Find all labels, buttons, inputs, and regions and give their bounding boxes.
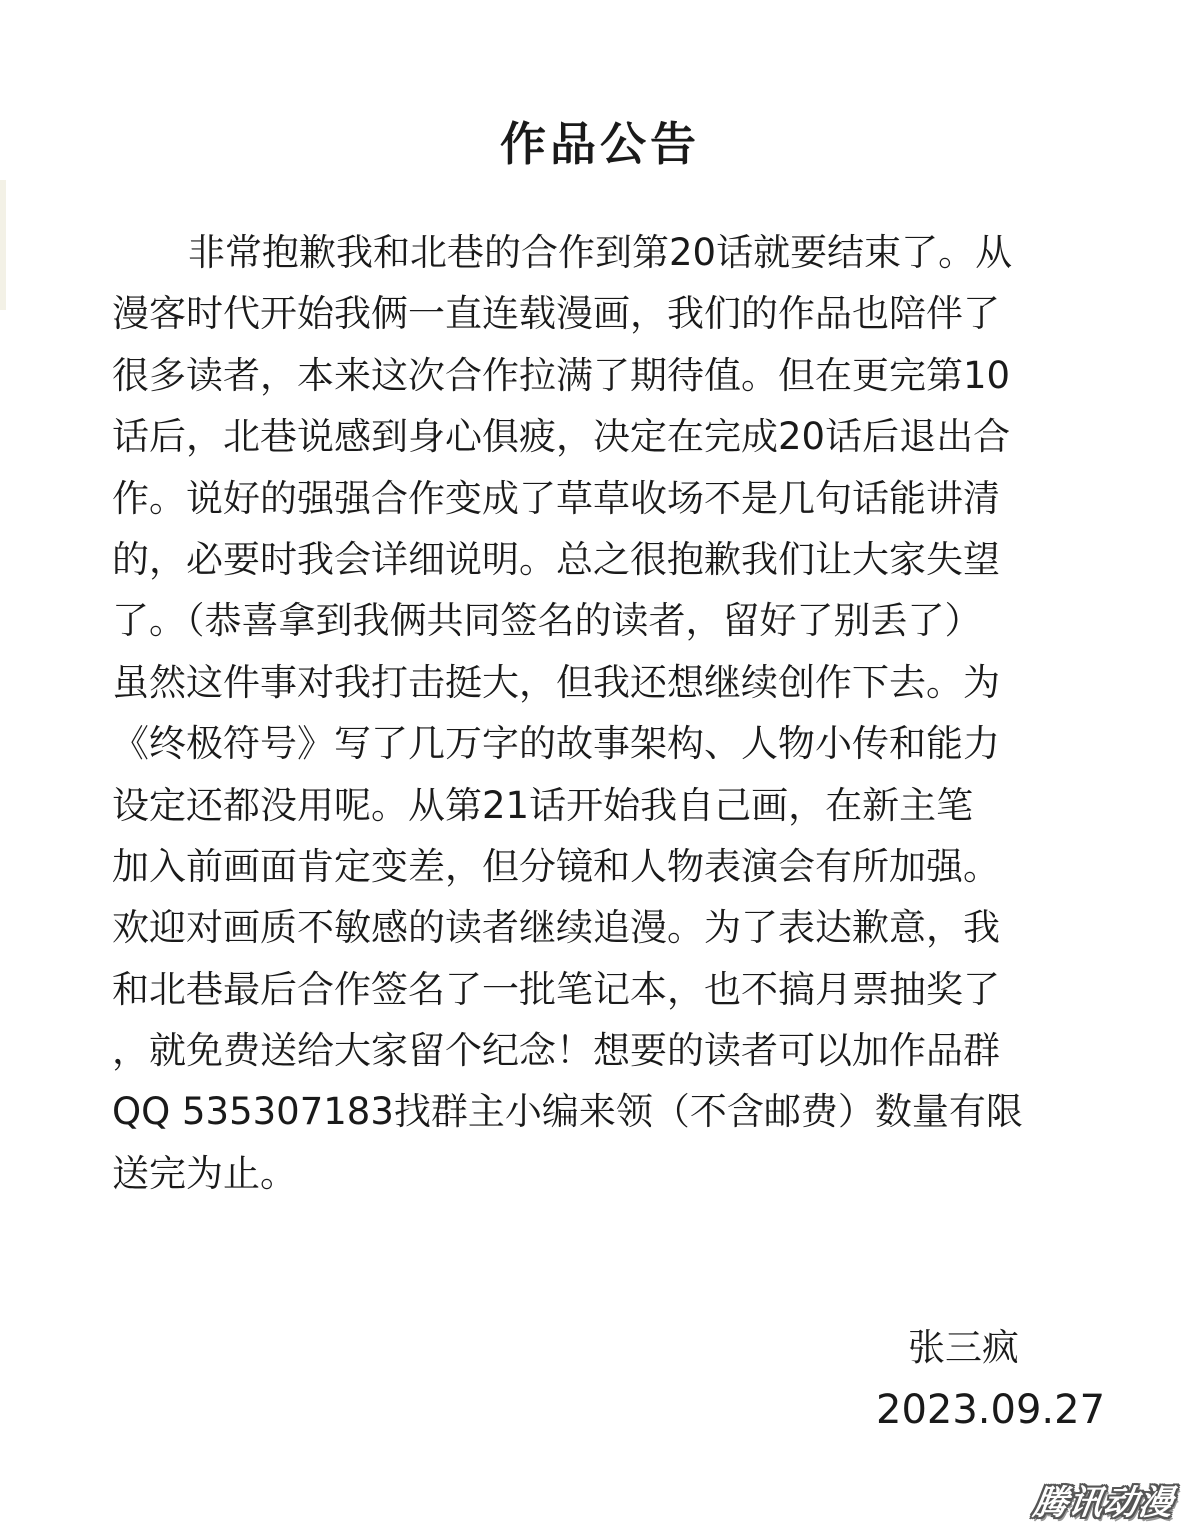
body-line: 《终极符号》写了几万字的故事架构、人物小传和能力 [112, 722, 1000, 766]
body-line: 设定还都没用呢。从第21话开始我自己画，在新主笔 [112, 783, 974, 827]
body-line: 了。（恭喜拿到我俩共同签名的读者，留好了别丢了） [112, 599, 982, 643]
body-line: 虽然这件事对我打击挺大，但我还想继续创作下去。为 [112, 660, 1000, 704]
left-edge-tint [0, 180, 6, 310]
body-line: 欢迎对画质不敏感的读者继续追漫。为了表达歉意，我 [112, 906, 1000, 950]
body-line: 非常抱歉我和北巷的合作到第20话就要结束了。从 [188, 231, 1013, 274]
body-line: 送完为止。 [112, 1151, 297, 1195]
tencent-comic-watermark-logo: 腾讯动漫 [1030, 1483, 1177, 1523]
body-line: 漫客时代开始我俩一直连载漫画，我们的作品也陪伴了 [112, 292, 1000, 336]
announcement-date: 2023.09.27 [876, 1387, 1106, 1433]
body-line: 很多读者，本来这次合作拉满了期待值。但在更完第10 [112, 353, 1011, 397]
announcement-title: 作品公告 [500, 117, 700, 171]
body-line: 的，必要时我会详细说明。总之很抱歉我们让大家失望 [112, 537, 1000, 581]
body-line: 加入前画面肯定变差，但分镜和人物表演会有所加强。 [112, 844, 1000, 888]
body-line: 作。说好的强强合作变成了草草收场不是几句话能讲清 [112, 476, 1000, 520]
body-line: ，就免费送给大家留个纪念！想要的读者可以加作品群 [112, 1029, 1000, 1073]
body-line: QQ 535307183找群主小编来领（不含邮费）数量有限 [112, 1090, 1023, 1134]
announcement-body [112, 222, 1132, 1204]
body-line: 和北巷最后合作签名了一批笔记本，也不搞月票抽奖了 [112, 967, 1000, 1011]
author-signature: 张三疯 [908, 1326, 1019, 1369]
body-line: 话后，北巷说感到身心俱疲，决定在完成20话后退出合 [112, 415, 1011, 459]
